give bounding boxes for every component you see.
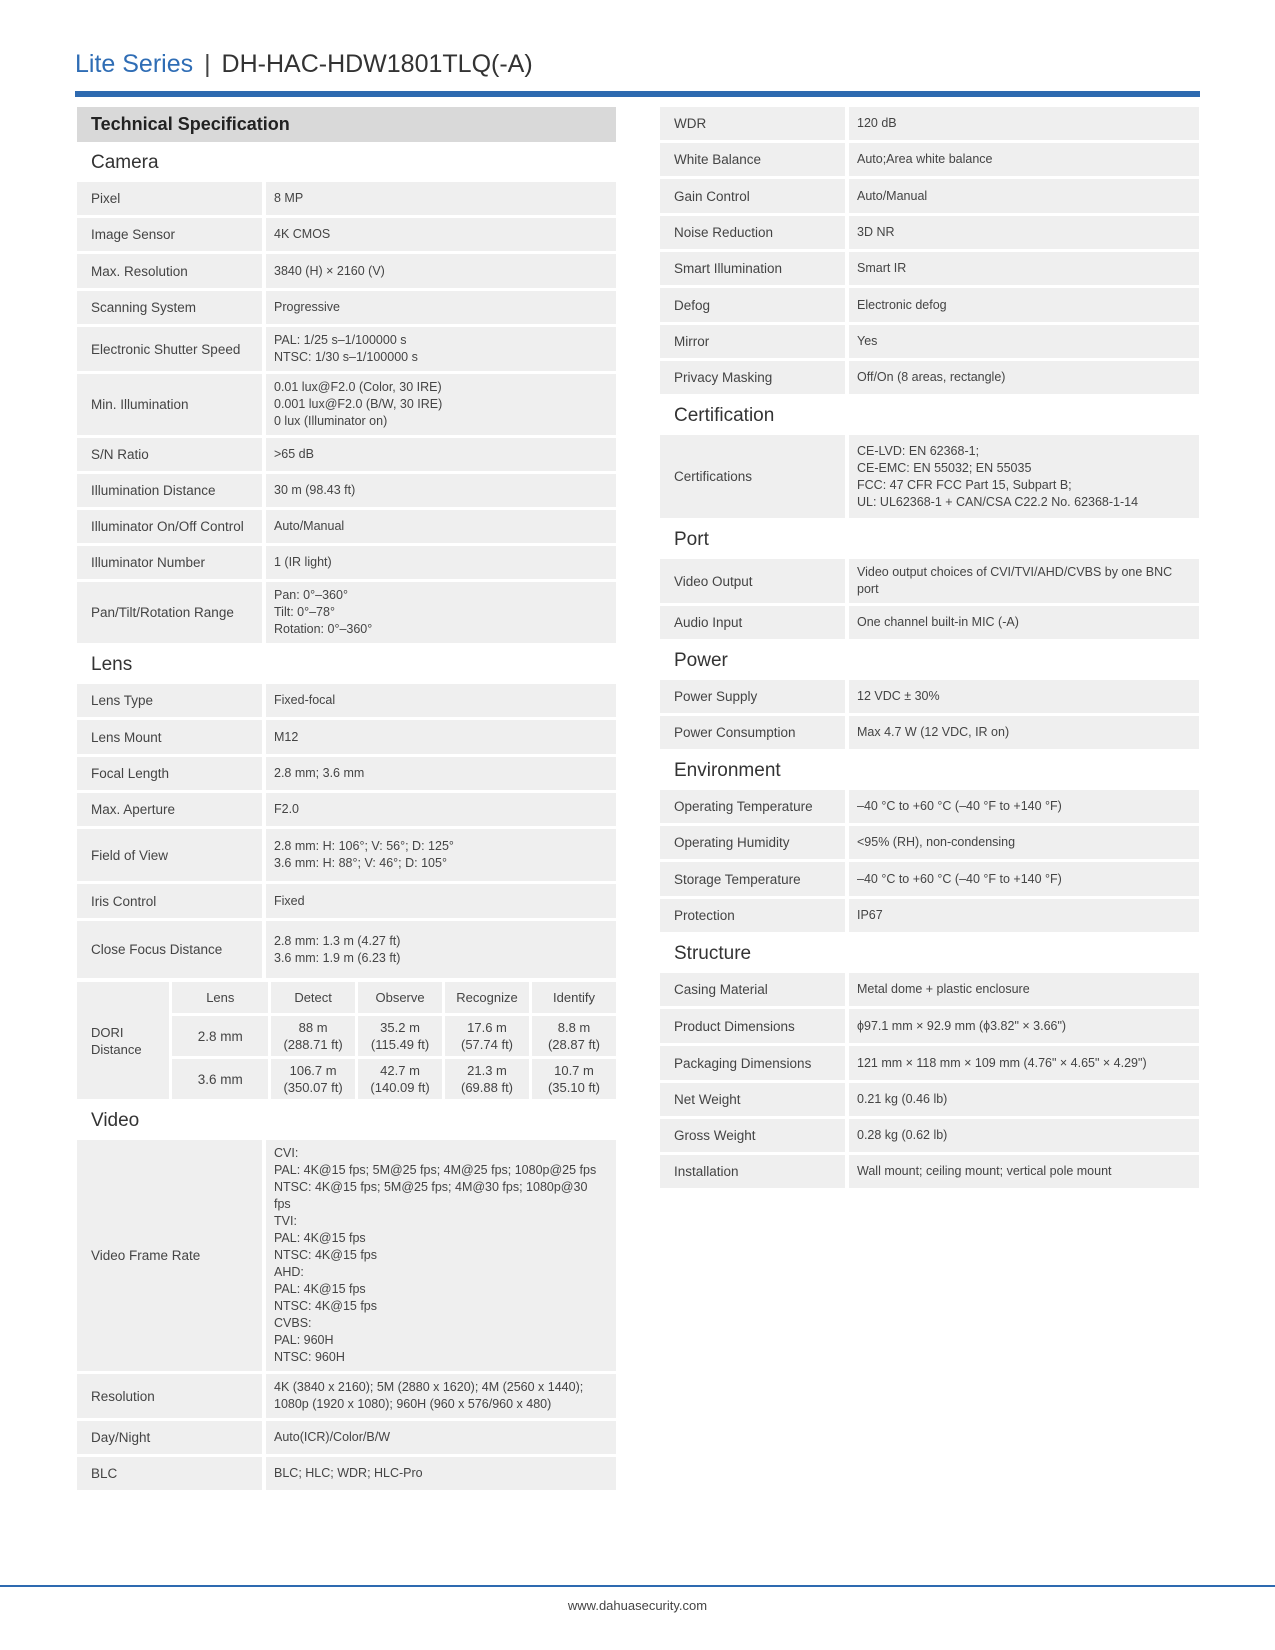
section-title-lens: Lens	[91, 654, 133, 675]
spec-value-line: Fixed	[274, 893, 305, 908]
section-title-certification: Certification	[674, 405, 775, 426]
spec-value-line: 2.8 mm: 1.3 m (4.27 ft)	[274, 933, 401, 948]
spec-value	[849, 325, 1199, 358]
spec-row-wdr	[660, 107, 1199, 140]
spec-key: Image Sensor	[77, 218, 266, 251]
dori-cell-line: (350.07 ft)	[283, 1080, 343, 1095]
spec-key: Gain Control	[660, 179, 849, 213]
spec-table-power	[660, 677, 1199, 752]
dori-header-row	[77, 982, 616, 1013]
dori-header-identify: Identify	[532, 982, 616, 1013]
dori-cell	[445, 1016, 529, 1056]
spec-row-product-dimensions	[660, 1009, 1199, 1043]
spec-value-line: PAL: 4K@15 fps; 5M@25 fps; 4M@25 fps; 1080p@25 fps	[274, 1163, 597, 1177]
spec-table-port	[660, 556, 1199, 642]
page-header	[75, 50, 533, 86]
spec-value	[266, 254, 616, 288]
spec-key: BLC	[77, 1457, 266, 1490]
spec-value-line: Auto(ICR)/Color/B/W	[274, 1430, 390, 1444]
spec-key: Lens Type	[77, 684, 266, 717]
spec-value-line: AHD:	[274, 1265, 304, 1279]
spec-value	[266, 546, 616, 579]
spec-value	[266, 921, 616, 978]
footer-rule	[0, 1585, 1275, 1587]
spec-value	[266, 182, 616, 215]
spec-value	[849, 216, 1199, 249]
spec-key: Pan/Tilt/Rotation Range	[77, 582, 266, 643]
spec-value-line: Smart IR	[857, 261, 907, 275]
spec-row-power-supply	[660, 680, 1199, 713]
spec-value-line: NTSC: 960H	[274, 1350, 345, 1364]
spec-key: Field of View	[77, 829, 266, 881]
spec-key: Illumination Distance	[77, 474, 266, 507]
spec-key: Scanning System	[77, 291, 266, 324]
dori-cell-line: 88 m	[298, 1020, 328, 1035]
spec-value	[849, 899, 1199, 932]
spec-value-line: BLC; HLC; WDR; HLC-Pro	[274, 1466, 423, 1480]
spec-value-line: UL: UL62368-1 + CAN/CSA C22.2 No. 62368-1-14	[857, 494, 1139, 509]
spec-row-certifications	[660, 435, 1199, 518]
spec-value-line: NTSC: 4K@15 fps; 5M@25 fps; 4M@30 fps; 1080p@30	[274, 1180, 588, 1194]
dori-cell-line: 35.2 m	[380, 1020, 420, 1035]
spec-key: Packaging Dimensions	[660, 1046, 849, 1080]
spec-row-pixel	[77, 182, 616, 215]
spec-key: Product Dimensions	[660, 1009, 849, 1043]
spec-value-line: IP67	[857, 908, 883, 922]
dori-distance-table	[74, 979, 619, 1102]
spec-value	[266, 291, 616, 324]
spec-key: Max. Resolution	[77, 254, 266, 288]
spec-value	[266, 218, 616, 251]
spec-row-installation	[660, 1155, 1199, 1188]
dori-cell-line: (140.09 ft)	[370, 1080, 430, 1095]
spec-row-pan-tilt-rotation-range	[77, 582, 616, 643]
spec-value	[849, 107, 1199, 140]
spec-value-line: Rotation: 0°–360°	[274, 622, 373, 636]
section-title-environment: Environment	[674, 760, 781, 781]
spec-value	[266, 438, 616, 471]
spec-value	[849, 1009, 1199, 1043]
spec-value-line: CVBS:	[274, 1316, 312, 1330]
spec-value-line: F2.0	[274, 802, 300, 816]
spec-key: Day/Night	[77, 1421, 266, 1454]
spec-value	[266, 1457, 616, 1490]
spec-key: Net Weight	[660, 1083, 849, 1116]
spec-value-line: 3840 (H) × 2160 (V)	[274, 263, 385, 278]
spec-value	[266, 720, 616, 754]
dori-lens: 3.6 mm	[172, 1059, 268, 1099]
spec-row-s-n-ratio	[77, 438, 616, 471]
spec-row-lens-type	[77, 684, 616, 717]
spec-value-line: 3D NR	[857, 225, 895, 239]
spec-value	[849, 143, 1199, 176]
spec-value-line: 8 MP	[274, 191, 304, 205]
spec-row-defog	[660, 288, 1199, 322]
spec-value	[266, 1374, 616, 1418]
spec-row-privacy-masking	[660, 361, 1199, 394]
spec-row-illuminator-number	[77, 546, 616, 579]
section-title-structure: Structure	[674, 943, 752, 964]
spec-row-power-consumption	[660, 716, 1199, 749]
dori-cell-line: 106.7 m	[289, 1063, 337, 1078]
spec-value-line: One channel built-in MIC (-A)	[857, 615, 1019, 629]
dori-cell-line: (69.88 ft)	[460, 1080, 514, 1095]
spec-table	[660, 104, 1199, 397]
spec-row-resolution	[77, 1374, 616, 1418]
dori-cell	[358, 1059, 442, 1099]
spec-row-iris-control	[77, 884, 616, 918]
spec-value-line: >65 dB	[274, 447, 314, 461]
spec-key: Audio Input	[660, 606, 849, 639]
spec-row-electronic-shutter-speed	[77, 327, 616, 371]
model-name: DH-HAC-HDW1801TLQ(-A)	[221, 50, 533, 78]
dori-cell-line: 8.8 m	[557, 1020, 591, 1035]
spec-value-line: 1080p (1920 x 1080); 960H (960 x 576/960 x 480)	[274, 1397, 552, 1411]
spec-value-line: CE-EMC: EN 55032; EN 55035	[857, 460, 1032, 475]
spec-value-line: Video output choices of CVI/TVI/AHD/CVBS by one BNC	[857, 565, 1173, 579]
spec-row-smart-illumination	[660, 252, 1199, 285]
spec-value-line: 4K CMOS	[274, 227, 331, 241]
spec-row-scanning-system	[77, 291, 616, 324]
spec-key: Noise Reduction	[660, 216, 849, 249]
spec-key: Certifications	[660, 435, 849, 518]
header-separator: |	[204, 50, 211, 78]
spec-row-max-aperture	[77, 793, 616, 826]
spec-key: Illuminator On/Off Control	[77, 510, 266, 543]
dori-header-observe: Observe	[358, 982, 442, 1013]
spec-key: Focal Length	[77, 757, 266, 790]
spec-value-line: Max 4.7 W (12 VDC, IR on)	[857, 725, 1010, 739]
spec-value	[849, 790, 1199, 823]
spec-value	[266, 884, 616, 918]
spec-key: Lens Mount	[77, 720, 266, 754]
spec-value-line: Pan: 0°–360°	[274, 588, 348, 602]
spec-row-field-of-view	[77, 829, 616, 881]
spec-value-line: 2.8 mm: H: 106°; V: 56°; D: 125°	[274, 839, 454, 853]
spec-value-line: –40 °C to +60 °C (–40 °F to +140 °F)	[857, 871, 1062, 886]
spec-row-video-output	[660, 559, 1199, 603]
footer-url: www.dahuasecurity.com	[567, 1598, 708, 1613]
spec-value-line: fps	[274, 1197, 291, 1211]
dori-label	[77, 982, 169, 1099]
dori-label-line: DORI	[91, 1024, 124, 1040]
spec-value-line: TVI:	[274, 1214, 297, 1228]
series-name: Lite Series	[75, 50, 194, 78]
spec-value-line: PAL: 1/25 s–1/100000 s	[274, 333, 407, 347]
spec-value-line: 0 lux (Illuminator on)	[274, 414, 388, 428]
spec-row-image-sensor	[77, 218, 616, 251]
dori-cell	[532, 1059, 616, 1099]
spec-value-line: Fixed-focal	[274, 693, 336, 707]
spec-table-certification	[660, 432, 1199, 521]
spec-key: Illuminator Number	[77, 546, 266, 579]
dori-cell-line: 21.3 m	[467, 1063, 507, 1078]
spec-key: Iris Control	[77, 884, 266, 918]
dori-cell	[532, 1016, 616, 1056]
spec-value	[849, 973, 1199, 1006]
spec-key: Power Consumption	[660, 716, 849, 749]
spec-row-storage-temperature	[660, 862, 1199, 896]
spec-key: Mirror	[660, 325, 849, 358]
spec-value	[849, 252, 1199, 285]
spec-value	[849, 1083, 1199, 1116]
spec-value-line: 0.01 lux@F2.0 (Color, 30 IRE)	[274, 380, 442, 394]
spec-value-line: PAL: 4K@15 fps	[274, 1231, 366, 1245]
spec-row-min-illumination	[77, 374, 616, 435]
spec-value-line: 121 mm × 118 mm × 109 mm (4.76" × 4.65" × 4.29")	[857, 1055, 1147, 1070]
spec-key: White Balance	[660, 143, 849, 176]
dori-cell	[358, 1016, 442, 1056]
spec-value-line: NTSC: 4K@15 fps	[274, 1248, 378, 1262]
dori-cell	[271, 1016, 355, 1056]
spec-value	[849, 559, 1199, 603]
dori-lens: 2.8 mm	[172, 1016, 268, 1056]
dori-cell-line: 17.6 m	[467, 1020, 507, 1035]
spec-value-line: PAL: 960H	[274, 1333, 334, 1347]
spec-key: Pixel	[77, 182, 266, 215]
spec-table-video	[77, 1137, 616, 1493]
spec-row-video-frame-rate	[77, 1140, 616, 1371]
spec-value-line: 0.001 lux@F2.0 (B/W, 30 IRE)	[274, 397, 443, 411]
spec-value-line: Auto;Area white balance	[857, 152, 993, 166]
spec-value	[266, 582, 616, 643]
spec-key: Casing Material	[660, 973, 849, 1006]
spec-value-line: ϕ97.1 mm × 92.9 mm (ϕ3.82" × 3.66")	[857, 1018, 1067, 1033]
dori-cell-line: (288.71 ft)	[283, 1037, 343, 1052]
spec-value-line: Progressive	[274, 300, 340, 314]
spec-row-focal-length	[77, 757, 616, 790]
spec-row-net-weight	[660, 1083, 1199, 1116]
spec-value-line: 0.28 kg (0.62 lb)	[857, 1128, 948, 1142]
spec-value-line: 3.6 mm: 1.9 m (6.23 ft)	[274, 950, 401, 965]
spec-table-lens	[77, 681, 616, 981]
spec-key: Defog	[660, 288, 849, 322]
section-title-port: Port	[674, 529, 709, 550]
spec-row-illuminator-on-off-control	[77, 510, 616, 543]
spec-row-blc	[77, 1457, 616, 1490]
spec-value-line: 0.21 kg (0.46 lb)	[857, 1092, 948, 1106]
spec-table-environment	[660, 787, 1199, 935]
spec-row-audio-input	[660, 606, 1199, 639]
spec-value-line: NTSC: 4K@15 fps	[274, 1299, 378, 1313]
header-rule	[75, 91, 1200, 97]
dori-cell-line: 10.7 m	[554, 1063, 594, 1078]
spec-value	[849, 288, 1199, 322]
spec-value-line: CE-LVD: EN 62368-1;	[857, 443, 980, 458]
spec-row-protection	[660, 899, 1199, 932]
dori-cell-line: (115.49 ft)	[370, 1037, 430, 1052]
dori-cell-line: (35.10 ft)	[547, 1080, 600, 1095]
dori-cell	[445, 1059, 529, 1099]
dori-cell-line: (28.87 ft)	[547, 1037, 600, 1052]
spec-row-day-night	[77, 1421, 616, 1454]
spec-key: Protection	[660, 899, 849, 932]
spec-value-line: PAL: 4K@15 fps	[274, 1282, 366, 1296]
spec-value-line: Wall mount; ceiling mount; vertical pole mount	[857, 1164, 1112, 1178]
spec-value-line: M12	[274, 729, 299, 744]
spec-value	[266, 1421, 616, 1454]
spec-value	[266, 327, 616, 371]
spec-value-line: port	[857, 582, 879, 596]
spec-value-line: Auto/Manual	[857, 188, 928, 203]
spec-value-line: Metal dome + plastic enclosure	[857, 982, 1030, 996]
spec-row-gross-weight	[660, 1119, 1199, 1152]
spec-row-mirror	[660, 325, 1199, 358]
dori-header-lens: Lens	[172, 982, 268, 1013]
spec-key: Max. Aperture	[77, 793, 266, 826]
spec-value-line: 30 m (98.43 ft)	[274, 483, 356, 497]
spec-key: Min. Illumination	[77, 374, 266, 435]
spec-row-illumination-distance	[77, 474, 616, 507]
spec-key: Storage Temperature	[660, 862, 849, 896]
right-column	[660, 107, 1199, 1191]
dori-header-recognize: Recognize	[445, 982, 529, 1013]
spec-row-packaging-dimensions	[660, 1046, 1199, 1080]
spec-value-line: 2.8 mm; 3.6 mm	[274, 766, 365, 780]
spec-value-line: Off/On (8 areas, rectangle)	[857, 370, 1006, 384]
spec-key: S/N Ratio	[77, 438, 266, 471]
spec-value-line: 3.6 mm: H: 88°; V: 46°; D: 105°	[274, 856, 447, 870]
spec-key: Gross Weight	[660, 1119, 849, 1152]
spec-value	[266, 757, 616, 790]
spec-row-gain-control	[660, 179, 1199, 213]
spec-row-operating-temperature	[660, 790, 1199, 823]
technical-specification-title: Technical Specification	[77, 107, 616, 142]
spec-value	[266, 474, 616, 507]
dori-cell-line: 42.7 m	[380, 1063, 420, 1078]
spec-value-line: Auto/Manual	[274, 519, 345, 533]
spec-row-operating-humidity	[660, 826, 1199, 859]
spec-row-lens-mount	[77, 720, 616, 754]
spec-value-line: NTSC: 1/30 s–1/100000 s	[274, 350, 418, 364]
spec-row-white-balance	[660, 143, 1199, 176]
spec-table-camera	[77, 179, 616, 646]
spec-row-casing-material	[660, 973, 1199, 1006]
spec-value	[849, 361, 1199, 394]
spec-value-line: <95% (RH), non-condensing	[857, 835, 1016, 849]
spec-key: Resolution	[77, 1374, 266, 1418]
spec-value	[266, 1140, 616, 1371]
spec-value	[266, 829, 616, 881]
spec-value-line: 120 dB	[857, 116, 897, 130]
spec-value	[849, 606, 1199, 639]
spec-key: Power Supply	[660, 680, 849, 713]
spec-value-line: 4K (3840 x 2160); 5M (2880 x 1620); 4M (2560 x 1440);	[274, 1380, 584, 1394]
spec-key: Electronic Shutter Speed	[77, 327, 266, 371]
spec-value	[849, 1119, 1199, 1152]
spec-value-line: Electronic defog	[857, 297, 947, 312]
spec-key: Installation	[660, 1155, 849, 1188]
spec-table-structure	[660, 970, 1199, 1191]
section-title-power: Power	[674, 650, 728, 671]
spec-key: Video Output	[660, 559, 849, 603]
section-title-video: Video	[91, 1110, 140, 1131]
spec-value	[849, 826, 1199, 859]
spec-value	[849, 680, 1199, 713]
spec-value	[266, 793, 616, 826]
spec-row-max-resolution	[77, 254, 616, 288]
dori-label-line: Distance	[91, 1041, 142, 1057]
spec-value	[266, 510, 616, 543]
dori-header-detect: Detect	[271, 982, 355, 1013]
spec-value-line: 1 (IR light)	[274, 555, 332, 569]
spec-value	[849, 862, 1199, 896]
spec-value-line: –40 °C to +60 °C (–40 °F to +140 °F)	[857, 799, 1062, 813]
spec-value	[849, 1046, 1199, 1080]
spec-key: Privacy Masking	[660, 361, 849, 394]
spec-value-line: Yes	[857, 334, 878, 348]
spec-value	[266, 684, 616, 717]
dori-cell-line: (57.74 ft)	[460, 1037, 514, 1052]
left-column	[77, 107, 616, 1493]
spec-row-close-focus-distance	[77, 921, 616, 978]
spec-key: Operating Humidity	[660, 826, 849, 859]
spec-value-line: Tilt: 0°–78°	[274, 605, 335, 619]
spec-key: Smart Illumination	[660, 252, 849, 285]
spec-key: Video Frame Rate	[77, 1140, 266, 1371]
spec-key: Operating Temperature	[660, 790, 849, 823]
spec-key: Close Focus Distance	[77, 921, 266, 978]
spec-value	[849, 1155, 1199, 1188]
spec-value-line: 12 VDC ± 30%	[857, 689, 940, 703]
spec-row-noise-reduction	[660, 216, 1199, 249]
dori-cell	[271, 1059, 355, 1099]
section-title-camera: Camera	[91, 152, 159, 173]
spec-value-line: FCC: 47 CFR FCC Part 15, Subpart B;	[857, 477, 1072, 492]
spec-value-line: CVI:	[274, 1146, 299, 1160]
spec-value	[849, 179, 1199, 213]
spec-key: WDR	[660, 107, 849, 140]
spec-value	[266, 374, 616, 435]
spec-value	[849, 716, 1199, 749]
spec-value	[849, 435, 1199, 518]
